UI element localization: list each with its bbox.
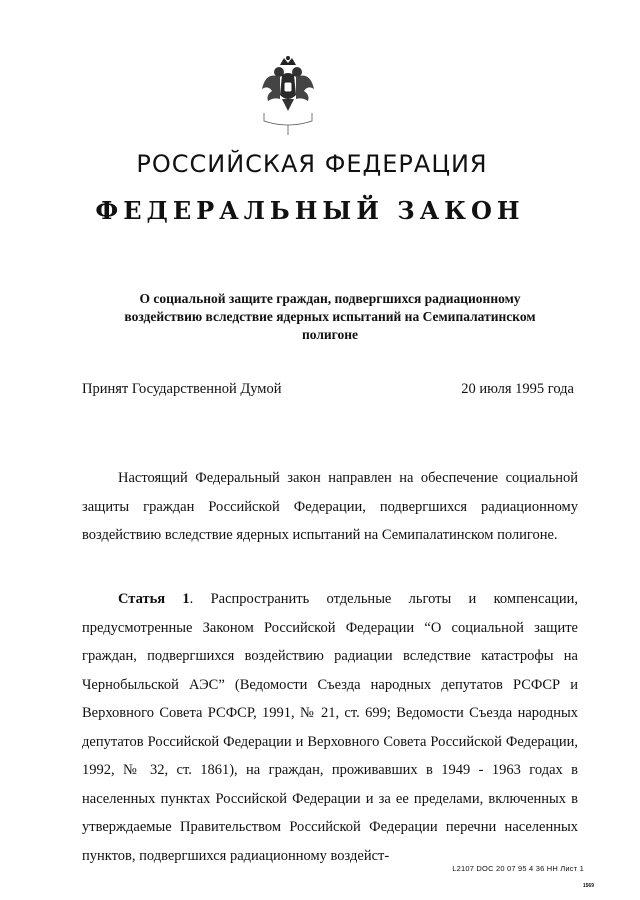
- article-1-label: Статья 1: [118, 591, 190, 607]
- preamble-paragraph: Настоящий Федеральный закон направлен на обеспечение социальной защиты граждан Российской Федерации, подвергшихся радиационному воздействию вследствие ядерных испытаний на Семипалатинском полигоне.: [82, 470, 578, 543]
- page-number: 1569: [582, 883, 594, 889]
- country-title: РОССИЙСКАЯ ФЕДЕРАЦИЯ: [136, 150, 488, 178]
- coat-of-arms-emblem: [258, 55, 318, 135]
- law-subject: О социальной защите граждан, подвергшихся радиационному воздействию вследствие ядерных испытаний на Семипалатинском полигоне: [124, 291, 536, 342]
- document-type-title: ФЕДЕРАЛЬНЫЙ ЗАКОН: [95, 196, 525, 225]
- adoption-body: Принят Государственной Думой: [82, 381, 282, 397]
- footer-document-code: L2107 DOC 20 07 95 4 36 HH Лист 1: [452, 864, 584, 873]
- adoption-date: 20 июля 1995 года: [461, 381, 574, 397]
- article-1-text: . Распространить отдельные льготы и компенсации, предусмотренные Законом Российской Федерации “О социальной защите граждан, подвергшихся воздействию радиации вследствие катастрофы на Чернобыльской АЭС” (Ведомости Съезда народных депутатов РСФСР и Верховного Совета РСФСР, 1991, № 21, ст. 699; Ведомости Съезда народных депутатов Российской Федерации и Верховного Совета Российской Федерации, 1992, № 32, ст. 1861), на граждан, проживавших в 1949 - 1963 годах в населенных пунктах Российской Федерации и за ее пределами, включенных в утверждаемые Правительством Российской Федерации перечни населенных пунктов, подвергшихся радиационному воздейст-: [82, 591, 578, 864]
- article-1-paragraph: [82, 585, 578, 870]
